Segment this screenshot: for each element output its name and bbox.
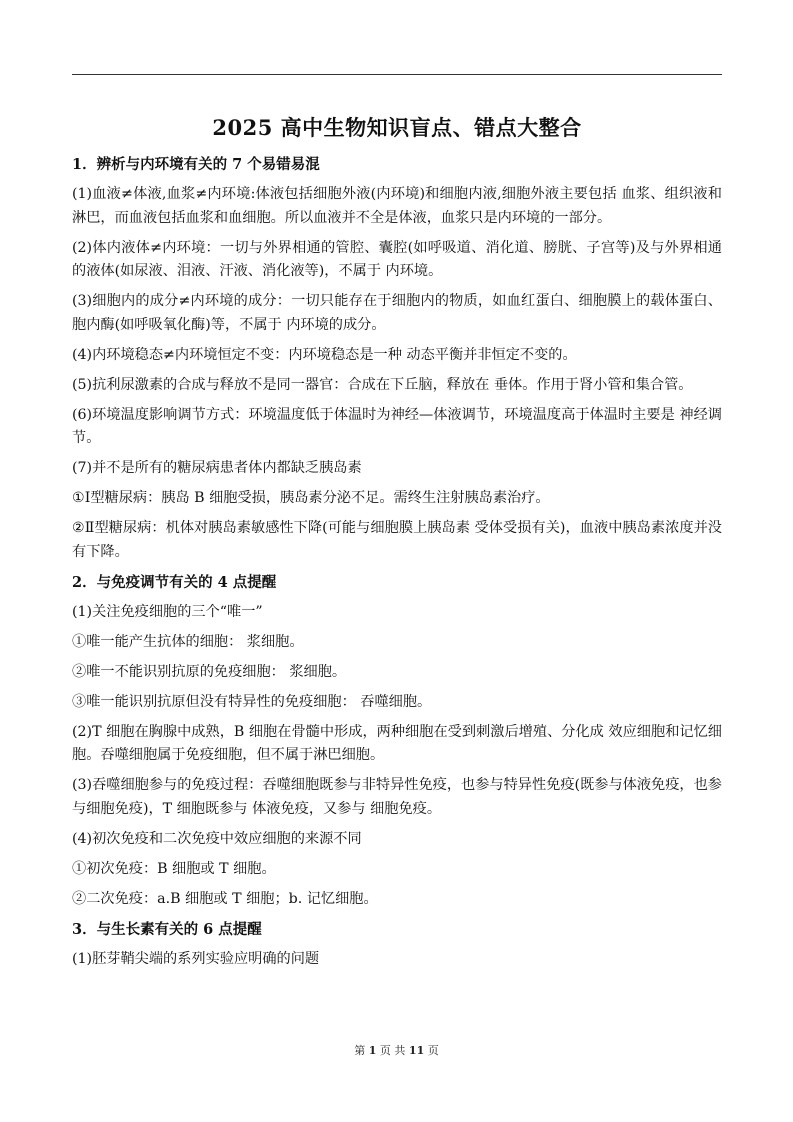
- paragraph: ②Ⅱ型糖尿病：机体对胰岛素敏感性下降(可能与细胞膜上胰岛素 受体受损有关)，血液中胰岛素浓度并没有下降。: [72, 520, 722, 560]
- paragraph: ①Ⅰ型糖尿病：胰岛 B 细胞受损，胰岛素分泌不足。需终生注射胰岛素治疗。: [72, 490, 550, 506]
- page-footer: [0, 1044, 793, 1058]
- footer-suffix: 页: [427, 1044, 439, 1057]
- footer-prefix: 第: [354, 1044, 366, 1057]
- footer-current-page: 1: [368, 1044, 377, 1057]
- document-title: 2025 高中生物知识盲点、错点大整合: [212, 115, 582, 140]
- paragraph: (4)内环境稳态≠内环境恒定不变：内环境稳态是一种 动态平衡并非恒定不变的。: [72, 346, 577, 363]
- paragraph: (2)体内液体≠内环境：一切与外界相通的管腔、囊腔(如呼吸道、消化道、膀胱、子宫等)及与外界相通的液体(如尿液、泪液、汗液、消化液等)，不属于 内环境。: [72, 239, 722, 279]
- paragraph: (3)细胞内的成分≠内环境的成分：一切只能存在于细胞内的物质，如血红蛋白、细胞膜上的载体蛋白、胞内酶(如呼吸氧化酶)等，不属于 内环境的成分。: [72, 293, 722, 333]
- section-heading: 2．与免疫调节有关的 4 点提醒: [72, 573, 277, 591]
- paragraph: ①唯一能产生抗体的细胞： 浆细胞。: [72, 633, 304, 650]
- paragraph: (2)T 细胞在胸腺中成熟，B 细胞在骨髓中形成，两种细胞在受到刺激后增殖、分化成 效应细胞和记忆细胞。吞噬细胞属于免疫细胞，但不属于淋巴细胞。: [72, 723, 722, 763]
- paragraph: (7)并不是所有的糖尿病患者体内都缺乏胰岛素: [72, 460, 362, 476]
- footer-middle: 页 共: [379, 1044, 406, 1057]
- paragraph: (6)环境温度影响调节方式：环境温度低于体温时为神经—体液调节，环境温度高于体温时主要是 神经调节。: [72, 406, 722, 446]
- document-body: [72, 153, 722, 978]
- paragraph: ①初次免疫：B 细胞或 T 细胞。: [72, 860, 276, 877]
- header-rule: [72, 74, 722, 75]
- paragraph: ②唯一不能识别抗原的免疫细胞： 浆细胞。: [72, 663, 347, 680]
- paragraph: (1)血液≠体液,血浆≠内环境:体液包括细胞外液(内环境)和细胞内液,细胞外液主要包括 血浆、组织液和淋巴，而血液包括血浆和血细胞。所以血液并不全是体液，血浆只是内环境的一部分。: [72, 186, 722, 226]
- section-heading: 3．与生长素有关的 6 点提醒: [72, 920, 262, 938]
- paragraph: (1)关注免疫细胞的三个“唯一”: [72, 603, 263, 620]
- paragraph: (5)抗利尿激素的合成与释放不是同一器官：合成在下丘脑，释放在 垂体。作用于肾小管和集合管。: [72, 376, 693, 393]
- paragraph: (4)初次免疫和二次免疫中效应细胞的来源不同: [72, 830, 362, 847]
- paragraph: (3)吞噬细胞参与的免疫过程：吞噬细胞既参与非特异性免疫，也参与特异性免疫(既参与体液免疫，也参与细胞免疫)，T 细胞既参与 体液免疫，又参与 细胞免疫。: [72, 777, 722, 817]
- paragraph: ②二次免疫：a.B 细胞或 T 细胞；b. 记忆细胞。: [72, 890, 378, 907]
- section-heading: 1．辨析与内环境有关的 7 个易错易混: [72, 156, 320, 173]
- footer-total-pages: 11: [408, 1044, 425, 1057]
- paragraph: (1)胚芽鞘尖端的系列实验应明确的问题: [72, 950, 320, 967]
- paragraph: ③唯一能识别抗原但没有特异性的免疫细胞： 吞噬细胞。: [72, 693, 432, 710]
